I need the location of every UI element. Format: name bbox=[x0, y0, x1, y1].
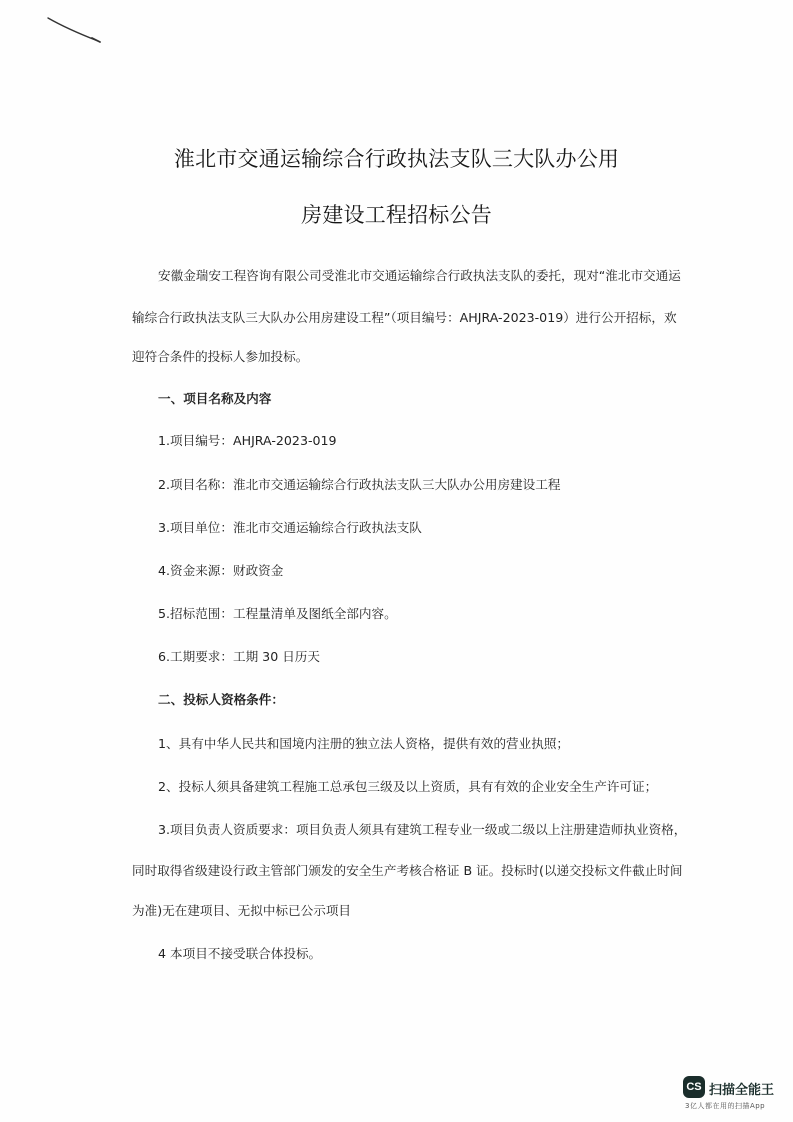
project-item-duration: 6.工期要求：工期 30 日历天 bbox=[158, 649, 320, 664]
intro-paragraph-line-3: 迎符合条件的投标人参加投标。 bbox=[132, 349, 309, 364]
qualification-item-1: 1、具有中华人民共和国境内注册的独立法人资格，提供有效的营业执照； bbox=[158, 736, 570, 751]
project-item-number: 1.项目编号：AHJRA-2023-019 bbox=[158, 433, 337, 448]
camscanner-logo-icon: CS bbox=[683, 1076, 705, 1098]
project-item-scope: 5.招标范围：工程量清单及图纸全部内容。 bbox=[158, 606, 397, 621]
project-item-funding: 4.资金来源：财政资金 bbox=[158, 563, 284, 578]
project-item-unit: 3.项目单位：淮北市交通运输综合行政执法支队 bbox=[158, 520, 422, 535]
document-title-line-2: 房建设工程招标公告 bbox=[301, 203, 492, 227]
watermark-slogan: 3亿人都在用的扫描App bbox=[685, 1102, 766, 1110]
qualification-item-3-line-3: 为准)无在建项目、无拟中标已公示项目 bbox=[132, 903, 352, 918]
qualification-item-4: 4 本项目不接受联合体投标。 bbox=[158, 946, 322, 961]
section-heading-project: 一、项目名称及内容 bbox=[158, 391, 272, 406]
section-heading-qualifications: 二、投标人资格条件： bbox=[158, 692, 284, 707]
qualification-item-3-line-2: 同时取得省级建设行政主管部门颁发的安全生产考核合格证 B 证。投标时(以递交投标文件截止时间 bbox=[132, 863, 683, 878]
scanner-app-watermark bbox=[683, 1076, 783, 1112]
intro-paragraph-line-1: 安徽金瑞安工程咨询有限公司受淮北市交通运输综合行政执法支队的委托，现对“淮北市交通运 bbox=[158, 268, 681, 283]
document-title-line-1: 淮北市交通运输综合行政执法支队三大队办公用 bbox=[173, 147, 620, 171]
qualification-item-3-line-1: 3.项目负责人资质要求：项目负责人须具有建筑工程专业一级或二级以上注册建造师执业资格， bbox=[158, 822, 687, 837]
qualification-item-2: 2、投标人须具备建筑工程施工总承包三级及以上资质，具有有效的企业安全生产许可证； bbox=[158, 779, 658, 794]
intro-paragraph-line-2: 输综合行政执法支队三大队办公用房建设工程”（项目编号：AHJRA-2023-019）进行公开招标，欢 bbox=[132, 310, 677, 325]
project-item-name: 2.项目名称：淮北市交通运输综合行政执法支队三大队办公用房建设工程 bbox=[158, 477, 561, 492]
watermark-brand: 扫描全能王 bbox=[709, 1083, 775, 1098]
